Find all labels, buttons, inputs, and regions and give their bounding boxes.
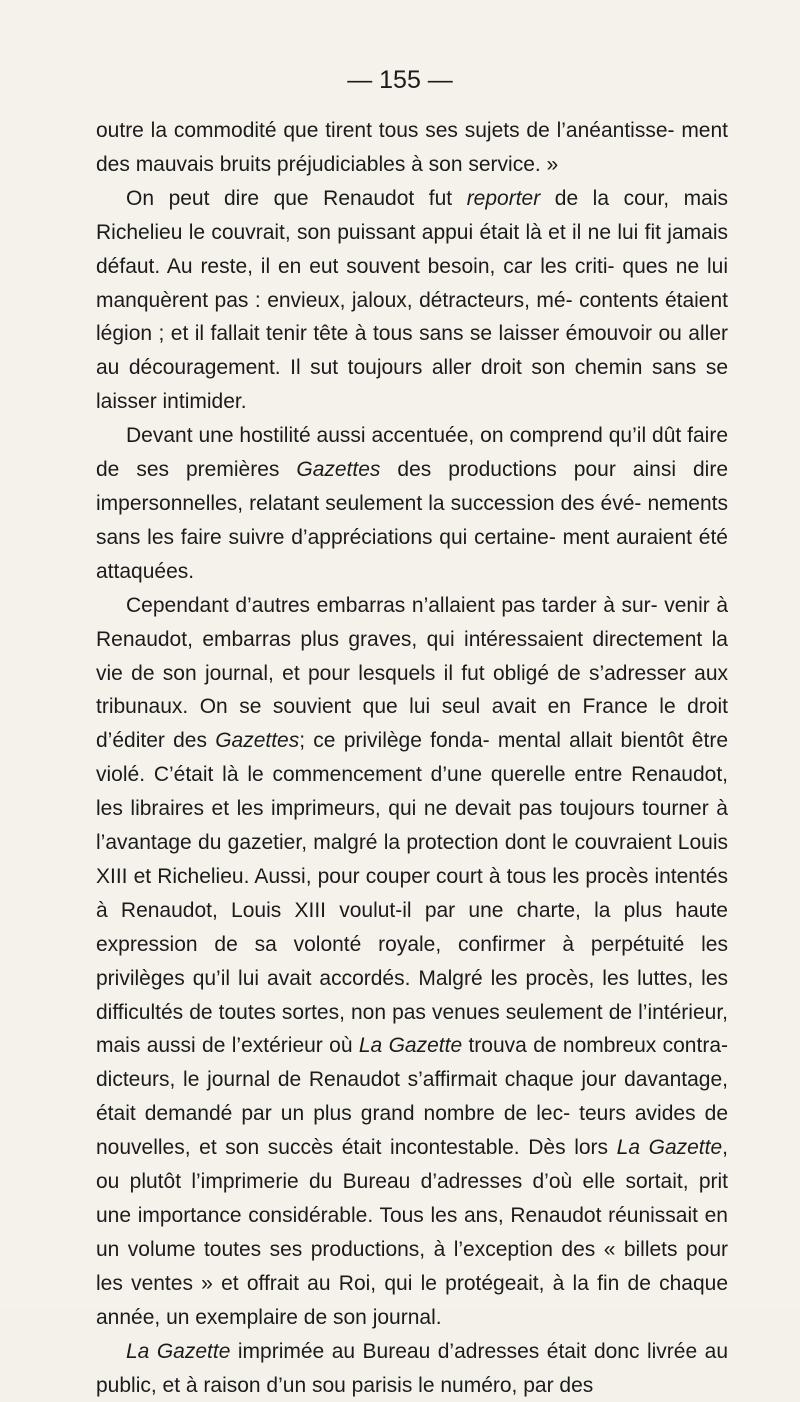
text-run: Cependant d’autres embarras n’allaient pas tarder à sur- venir à Renaudot, embarras plus graves, qui intéressaient directement la vie de son journal, et pour lesquels il fut obligé de s’adresser aux tribunaux. On se souvient que lui seul avait en France le droit d’éditer des [96, 593, 728, 753]
page-number: — 155 — [347, 66, 453, 94]
italic-title: Gazettes [296, 458, 381, 482]
text-run: trouva de nombreux contra- dicteurs, le journal de Renaudot s’affirmait chaque jour davantage, était demandé par un plus grand nombre de lec- teurs avides de nouvelles, et son succès était incontestable. Dès lors [96, 1034, 728, 1160]
paragraph [96, 182, 728, 419]
text-run: Devant une hostilité aussi accentuée, on comprend qu’il dût faire de ses premières [96, 424, 728, 482]
italic-title: La Gazette [358, 1034, 463, 1058]
text-run: On peut dire que Renaudot fut [126, 186, 467, 210]
text-run: ; ce privilège fonda- mental allait bientôt être violé. C’était là le commencement d’une querelle entre Renaudot, les libraires et les imprimeurs, qui ne devait pas toujours tourner à l’avantage du gazetier, malgré la protection dont le couvraient Louis XIII et Richelieu. Aussi, pour couper court à tous les procès intentés à Renaudot, Louis XIII voulut-il par une charte, la plus haute expression de sa volonté royale, confirmer à perpétuité les privilèges qu’il lui avait accordés. Malgré les procès, les luttes, les difficultés de toutes sortes, non pas venues seulement de l’intérieur, mais aussi de l’extérieur où [96, 729, 728, 1058]
text-run: , ou plutôt l’imprimerie du Bureau d’adresses d’où elle sortait, prit une importance considérable. Tous les ans, Renaudot réunissait en un volume toutes ses productions, à l’exception des « billets pour les ventes » et offrait au Roi, qui le protégeait, à la fin de chaque année, un exemplaire de son journal. [96, 1136, 728, 1329]
paragraph [96, 419, 728, 589]
text-run: outre la commodité que tirent tous ses sujets de l’anéantisse- ment des mauvais bruits préjudiciables à son service. » [96, 119, 728, 176]
text-run: des productions pour ainsi dire impersonnelles, relatant seulement la succession des évé- nements sans les faire suivre d’appréciations qui certaine- ment auraient été attaquées. [96, 458, 728, 583]
italic-title: Gazettes [215, 729, 300, 753]
text-run: imprimée au Bureau d’adresses était donc livrée au public, et à raison d’un sou parisis le numéro, par des [96, 1339, 728, 1397]
paragraph [96, 114, 728, 182]
paragraph [96, 1335, 728, 1402]
italic-title: La Gazette [616, 1136, 723, 1160]
body-text [96, 114, 728, 1402]
italic-title: reporter [466, 186, 541, 210]
italic-title: La Gazette [126, 1339, 231, 1363]
paragraph [96, 589, 728, 1335]
text-run: de la cour, mais Richelieu le couvrait, son puissant appui était là et il ne lui fit jamais défaut. Au reste, il en eut souvent besoin, car les criti- ques ne lui manquèrent pas : envieux, jaloux, détracteurs, mé- contents étaient légion ; et il fallait tenir tête à tous sans se laisser émouvoir ou aller au découragement. Il sut toujours aller droit son chemin sans se laisser intimider. [96, 186, 728, 414]
